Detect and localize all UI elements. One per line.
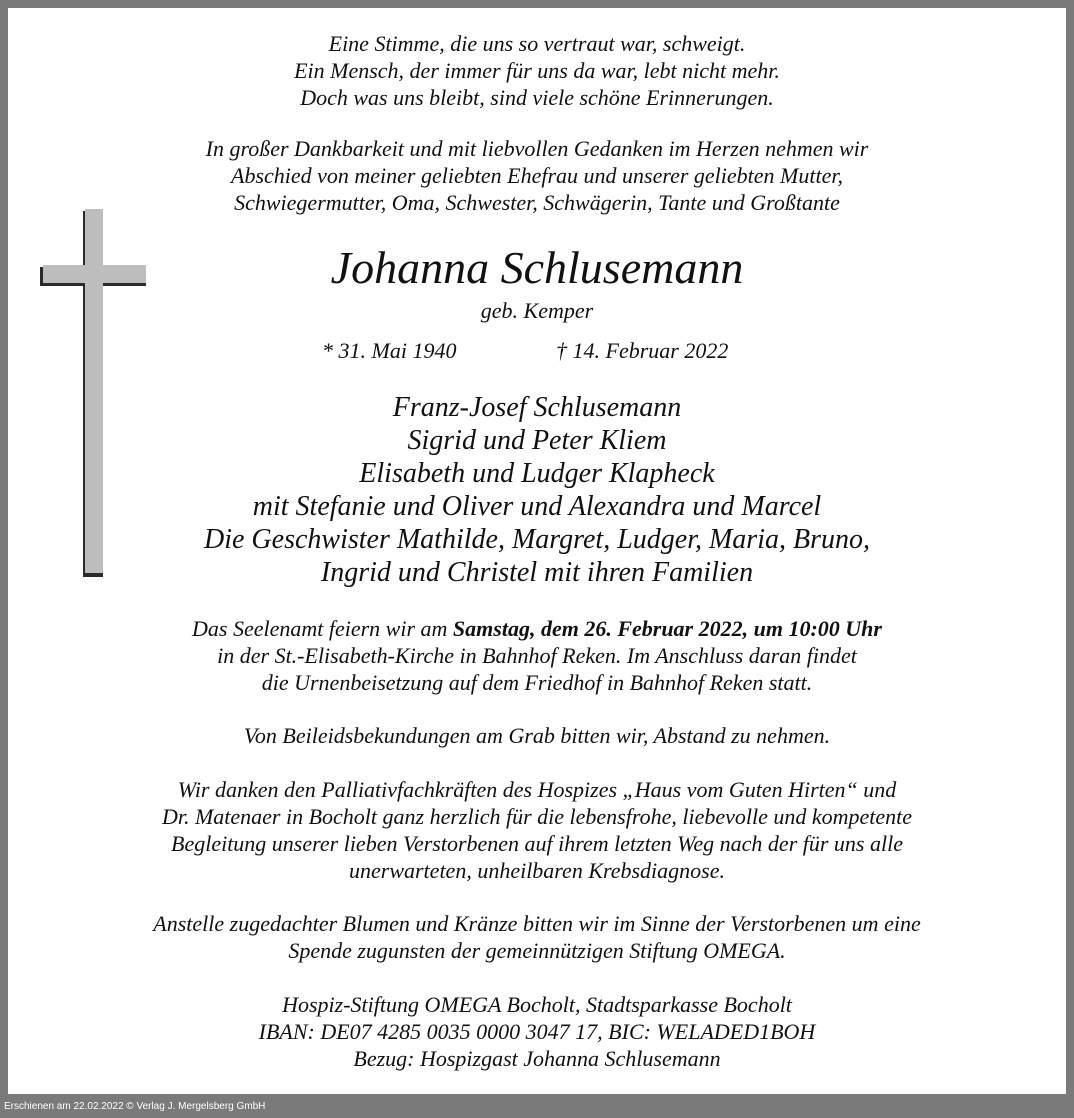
service-line: die Urnenbeisetzung auf dem Friedhof in Bahnhof Reken statt. bbox=[261, 670, 813, 695]
donation-line: Anstelle zugedachter Blumen und Kränze bitten wir im Sinne der Verstorbenen um eine bbox=[153, 911, 921, 936]
thanks-line: Wir danken den Palliativfachkräften des Hospizes „Haus vom Guten Hirten“ und bbox=[177, 777, 897, 802]
bank-line: Hospiz-Stiftung OMEGA Bocholt, Stadtsparkasse Bocholt bbox=[282, 992, 792, 1017]
verse-line: Doch was uns bleibt, sind viele schöne Erinnerungen. bbox=[300, 85, 774, 110]
mourner-line: Ingrid und Christel mit ihren Familien bbox=[320, 557, 754, 588]
verse-line: Eine Stimme, die uns so vertraut war, schweigt. bbox=[328, 31, 746, 56]
condolences-note: Von Beileidsbekundungen am Grab bitten wir, Abstand zu nehmen. bbox=[243, 723, 831, 748]
intro-text bbox=[0, 135, 1074, 216]
thanks-line: Begleitung unserer lieben Verstorbenen auf ihrem letzten Weg nach der für uns alle bbox=[171, 831, 903, 856]
service-datetime: Samstag, dem 26. Februar 2022, um 10:00 Uhr bbox=[452, 616, 882, 641]
death-date: † 14. Februar 2022 bbox=[556, 338, 729, 363]
intro-line: Abschied von meiner geliebten Ehefrau und unserer geliebten Mutter, bbox=[231, 163, 843, 188]
mourner-line: Sigrid und Peter Kliem bbox=[407, 425, 667, 456]
bank-line: Bezug: Hospizgast Johanna Schlusemann bbox=[353, 1046, 721, 1071]
thanks-text bbox=[0, 776, 1074, 884]
mourners-list bbox=[0, 391, 1074, 589]
bank-details bbox=[0, 991, 1074, 1072]
intro-line: Schwiegermutter, Oma, Schwester, Schwägerin, Tante und Großtante bbox=[234, 190, 840, 215]
bank-line: IBAN: DE07 4285 0035 0000 3047 17, BIC: WELADED1BOH bbox=[258, 1019, 816, 1044]
donation-request bbox=[0, 910, 1074, 964]
birth-date: * 31. Mai 1940 bbox=[322, 338, 457, 363]
thanks-line: Dr. Matenaer in Bocholt ganz herzlich für die lebensfrohe, liebevolle und kompetente bbox=[161, 804, 913, 829]
mourner-line: Elisabeth und Ludger Klapheck bbox=[359, 458, 715, 489]
maiden-name: geb. Kemper bbox=[480, 298, 594, 323]
service-line bbox=[0, 615, 1074, 642]
publication-footer: Erschienen am 22.02.2022 © Verlag J. Mergelsberg GmbH bbox=[4, 1101, 266, 1112]
service-info bbox=[0, 615, 1074, 696]
mourner-line: mit Stefanie und Oliver und Alexandra und Marcel bbox=[252, 491, 822, 522]
mourner-line: Die Geschwister Mathilde, Margret, Ludger, Maria, Bruno, bbox=[204, 524, 870, 555]
opening-verse bbox=[0, 30, 1074, 111]
donation-line: Spende zugunsten der gemeinnützigen Stiftung OMEGA. bbox=[288, 938, 786, 963]
thanks-line: unerwarteten, unheilbaren Krebsdiagnose. bbox=[349, 858, 725, 883]
deceased-name: Johanna Schlusemann bbox=[330, 242, 744, 293]
service-prefix: Das Seelenamt feiern wir am bbox=[192, 616, 453, 641]
mourner-line: Franz-Josef Schlusemann bbox=[392, 392, 682, 423]
service-line: in der St.-Elisabeth-Kirche in Bahnhof Reken. Im Anschluss daran findet bbox=[217, 643, 857, 668]
verse-line: Ein Mensch, der immer für uns da war, lebt nicht mehr. bbox=[294, 58, 780, 83]
intro-line: In großer Dankbarkeit und mit liebvollen Gedanken im Herzen nehmen wir bbox=[205, 136, 869, 161]
